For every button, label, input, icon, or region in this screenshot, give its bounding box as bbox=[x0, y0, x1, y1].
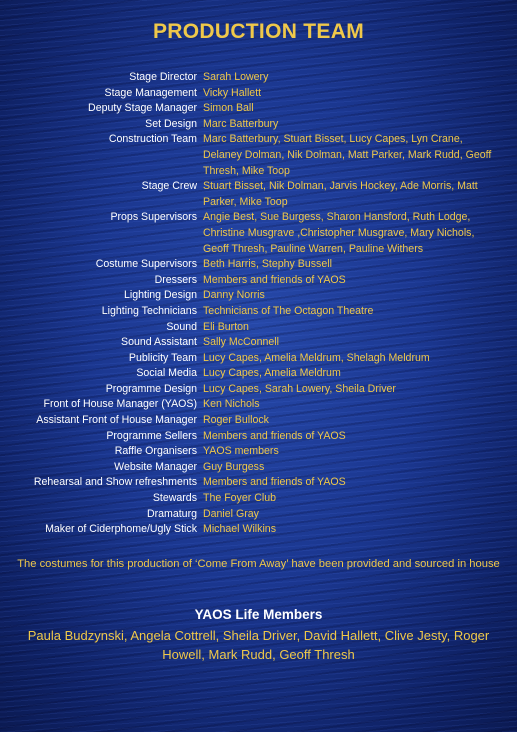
credit-names: Lucy Capes, Amelia Meldrum, Shelagh Meldrum bbox=[203, 351, 430, 364]
credit-row bbox=[0, 210, 517, 257]
credit-names: Vicky Hallett bbox=[203, 86, 262, 99]
credit-row bbox=[0, 507, 517, 523]
credit-role: Front of House Manager (YAOS) bbox=[43, 398, 197, 411]
credit-names: Members and friends of YAOS bbox=[203, 476, 346, 489]
credit-names: Technicians of The Octagon Theatre bbox=[203, 304, 374, 317]
credit-row bbox=[0, 444, 517, 460]
credit-role: Programme Design bbox=[105, 382, 197, 395]
credit-row bbox=[0, 101, 517, 117]
credit-names: Simon Ball bbox=[203, 102, 254, 115]
credit-row bbox=[0, 304, 517, 320]
credit-names: Lucy Capes, Sarah Lowery, Sheila Driver bbox=[203, 382, 396, 395]
credit-row bbox=[0, 86, 517, 102]
credit-row bbox=[0, 460, 517, 476]
credit-row bbox=[0, 382, 517, 398]
credit-row bbox=[0, 273, 517, 289]
credit-role: Stage Crew bbox=[141, 180, 197, 193]
credit-row bbox=[0, 522, 517, 538]
credit-names: Beth Harris, Stephy Bussell bbox=[203, 258, 332, 271]
credit-role: Raffle Organisers bbox=[114, 445, 197, 458]
credit-row bbox=[0, 429, 517, 445]
page-title: PRODUCTION TEAM bbox=[153, 20, 364, 43]
credit-role: Dressers bbox=[154, 273, 197, 286]
credit-role: Publicity Team bbox=[128, 351, 197, 364]
credit-row bbox=[0, 397, 517, 413]
credit-role: Deputy Stage Manager bbox=[88, 102, 197, 115]
credit-role: Props Supervisors bbox=[110, 211, 197, 224]
credit-names: Daniel Gray bbox=[203, 507, 259, 520]
credit-row bbox=[0, 179, 517, 210]
credit-row bbox=[0, 132, 517, 179]
credit-names: Michael Wilkins bbox=[203, 523, 276, 536]
life-members-title: YAOS Life Members bbox=[194, 607, 323, 622]
credit-row bbox=[0, 288, 517, 304]
credit-row bbox=[0, 70, 517, 86]
credit-row bbox=[0, 335, 517, 351]
credit-role: Rehearsal and Show refreshments bbox=[33, 476, 197, 489]
credit-row bbox=[0, 491, 517, 507]
credit-names: The Foyer Club bbox=[203, 492, 277, 505]
credit-row bbox=[0, 366, 517, 382]
credit-row bbox=[0, 475, 517, 491]
credit-names: Angie Best, Sue Burgess, Sharon Hansford, Ruth Lodge, Christine Musgrave ,Christopher Musgrave, Mary Nichols, Geoff Thresh, Pauline Warren, Pauline Withers bbox=[203, 211, 475, 255]
credit-names: Lucy Capes, Amelia Meldrum bbox=[203, 367, 341, 380]
credit-role: Assistant Front of House Manager bbox=[36, 414, 197, 427]
credit-names: Members and friends of YAOS bbox=[203, 429, 346, 442]
credit-role: Construction Team bbox=[108, 133, 197, 146]
credit-role: Stage Management bbox=[104, 86, 197, 99]
credit-role: Set Design bbox=[145, 117, 197, 130]
credit-names: Eli Burton bbox=[203, 320, 249, 333]
credit-names: Sally McConnell bbox=[203, 336, 279, 349]
credit-names: Sarah Lowery bbox=[203, 71, 269, 83]
credit-names: Danny Norris bbox=[203, 289, 265, 302]
credit-names: Stuart Bisset, Nik Dolman, Jarvis Hockey, Ade Morris, Matt Parker, Mike Toop bbox=[203, 180, 478, 208]
credit-role: Website Manager bbox=[114, 460, 197, 473]
credit-role: Stage Director bbox=[129, 71, 197, 83]
credit-names: Members and friends of YAOS bbox=[203, 273, 346, 286]
credit-role: Social Media bbox=[136, 367, 197, 380]
costume-note: The costumes for this production of ‘Come From Away’ have been provided and sourced in house bbox=[17, 558, 500, 570]
credit-names: Roger Bullock bbox=[203, 414, 269, 427]
credit-role: Lighting Design bbox=[123, 289, 197, 302]
credit-row bbox=[0, 117, 517, 133]
credit-row bbox=[0, 320, 517, 336]
credit-role: Costume Supervisors bbox=[95, 258, 197, 271]
credit-role: Stewards bbox=[152, 492, 197, 505]
production-team-list bbox=[0, 70, 517, 538]
credit-names: YAOS members bbox=[203, 445, 279, 458]
credit-row bbox=[0, 257, 517, 273]
credit-names: Ken Nichols bbox=[203, 398, 260, 411]
credit-role: Dramaturg bbox=[146, 507, 197, 520]
credit-role: Maker of Ciderphome/Ugly Stick bbox=[45, 523, 197, 536]
credit-names: Marc Batterbury bbox=[203, 117, 279, 130]
credit-names: Guy Burgess bbox=[203, 460, 265, 473]
credit-names: Marc Batterbury, Stuart Bisset, Lucy Capes, Lyn Crane, Delaney Dolman, Nik Dolman, Matt Parker, Mark Rudd, Geoff Thresh, Mike Toop bbox=[203, 133, 492, 177]
credit-role: Sound Assistant bbox=[121, 336, 197, 349]
credit-row bbox=[0, 413, 517, 429]
life-members-names: Paula Budzynski, Angela Cottrell, Sheila Driver, David Hallett, Clive Jesty, Roger Howell, Mark Rudd, Geoff Thresh bbox=[27, 628, 490, 662]
credit-row bbox=[0, 351, 517, 367]
credit-role: Lighting Technicians bbox=[101, 304, 197, 317]
credit-role: Sound bbox=[166, 320, 197, 333]
credit-role: Programme Sellers bbox=[106, 429, 197, 442]
